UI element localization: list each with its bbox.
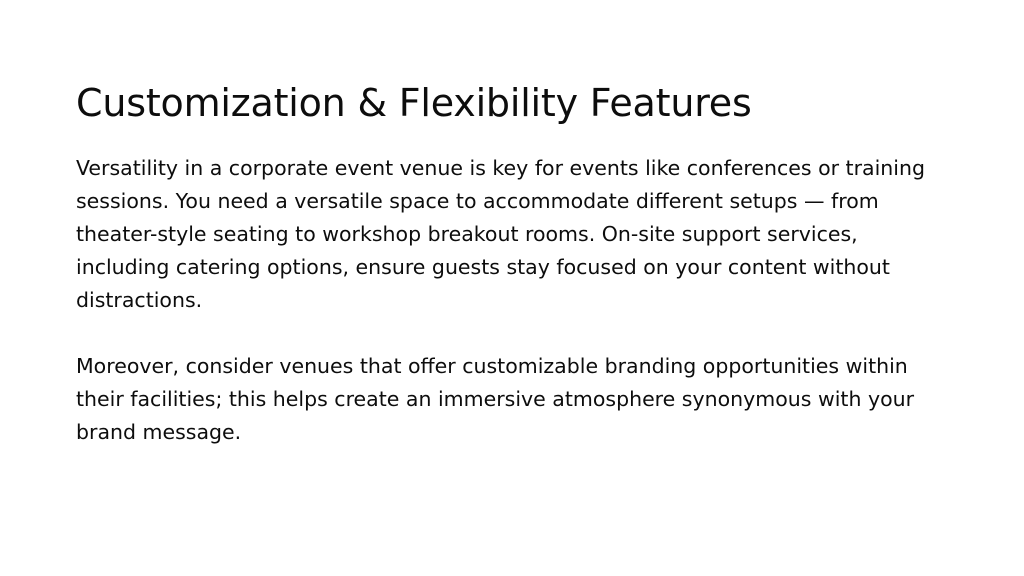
body-paragraph-2: Moreover, consider venues that offer customizable branding opportunities within their facilities; this helps create an immersive atmosphere synonymous with your brand message.	[76, 354, 915, 444]
page-title: Customization & Flexibility Features	[76, 81, 752, 126]
slide-body	[76, 152, 944, 449]
body-paragraph-1: Versatility in a corporate event venue is key for events like conferences or training sessions. You need a versatile space to accommodate different setups — from theater-style seating to workshop breakout rooms. On-site support services, including catering options, ensure guests stay focused on your content without distractions.	[76, 156, 925, 312]
